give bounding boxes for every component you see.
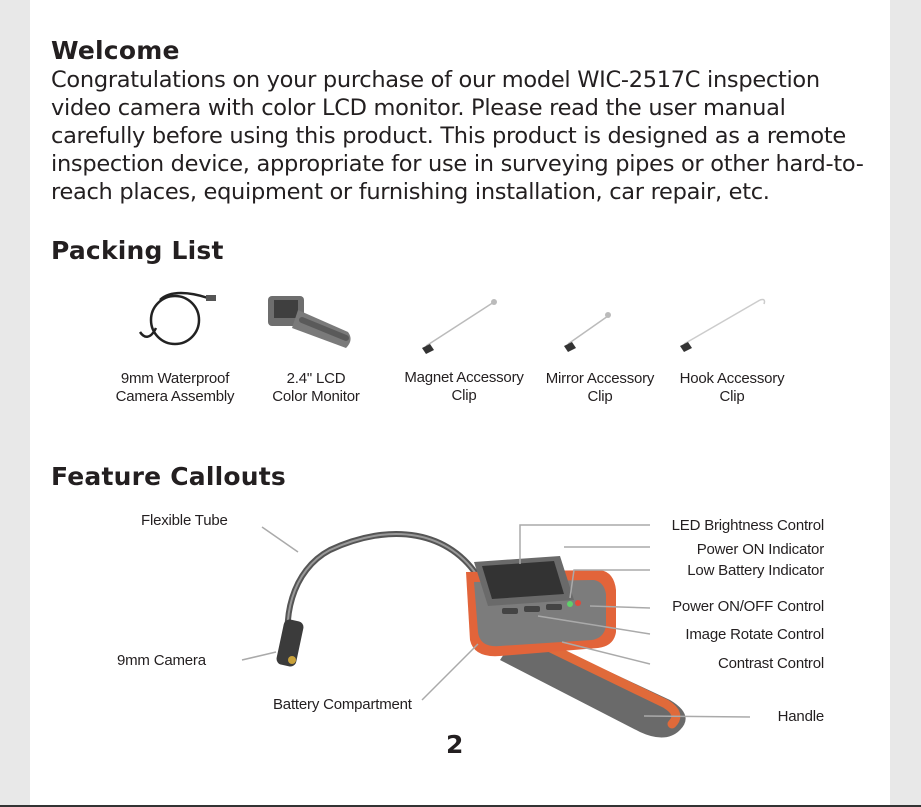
mirror-clip-illustration	[560, 306, 620, 356]
callout-image-rotate-control: Image Rotate Control	[685, 626, 824, 643]
callout-low-battery-indicator: Low Battery Indicator	[687, 562, 824, 579]
manual-page	[30, 0, 890, 805]
welcome-paragraph: Congratulations on your purchase of our model WIC-2517C inspection video camera with color LCD monitor. Please read the user manual carefully before using this product. This product is designed as a remote inspection device, appropriate for use in surveying pipes or other hard-to-reach places, equipment or furnishing installation, car repair, etc.	[51, 67, 864, 205]
feature-callouts-heading: Feature Callouts	[51, 462, 286, 491]
callout-led-brightness: LED Brightness Control	[671, 517, 824, 534]
callout-battery-compartment: Battery Compartment	[273, 696, 412, 713]
lcd-monitor-illustration	[262, 292, 358, 354]
packing-item-magnet-clip: Magnet Accessory Clip	[404, 369, 524, 404]
callout-contrast-control: Contrast Control	[717, 655, 824, 672]
welcome-heading: Welcome	[51, 36, 180, 65]
hook-clip-illustration	[674, 294, 770, 358]
callout-power-onoff-control: Power ON/OFF Control	[672, 598, 824, 615]
callout-power-on-indicator: Power ON Indicator	[696, 541, 824, 558]
packing-item-lcd-monitor: 2.4" LCD Color Monitor	[272, 370, 360, 405]
callout-flexible-tube: Flexible Tube	[141, 512, 228, 529]
camera-assembly-illustration	[130, 288, 220, 358]
packing-item-mirror-clip: Mirror Accessory Clip	[545, 370, 655, 405]
page-number: 2	[446, 730, 464, 759]
packing-item-hook-clip: Hook Accessory Clip	[679, 370, 785, 405]
callout-handle: Handle	[777, 708, 824, 725]
callout-9mm-camera: 9mm Camera	[117, 652, 206, 669]
magnet-clip-illustration	[418, 292, 508, 362]
packing-list-heading: Packing List	[51, 236, 224, 265]
inspection-camera-illustration	[30, 500, 890, 740]
packing-item-camera-assembly: 9mm Waterproof Camera Assembly	[115, 370, 235, 405]
